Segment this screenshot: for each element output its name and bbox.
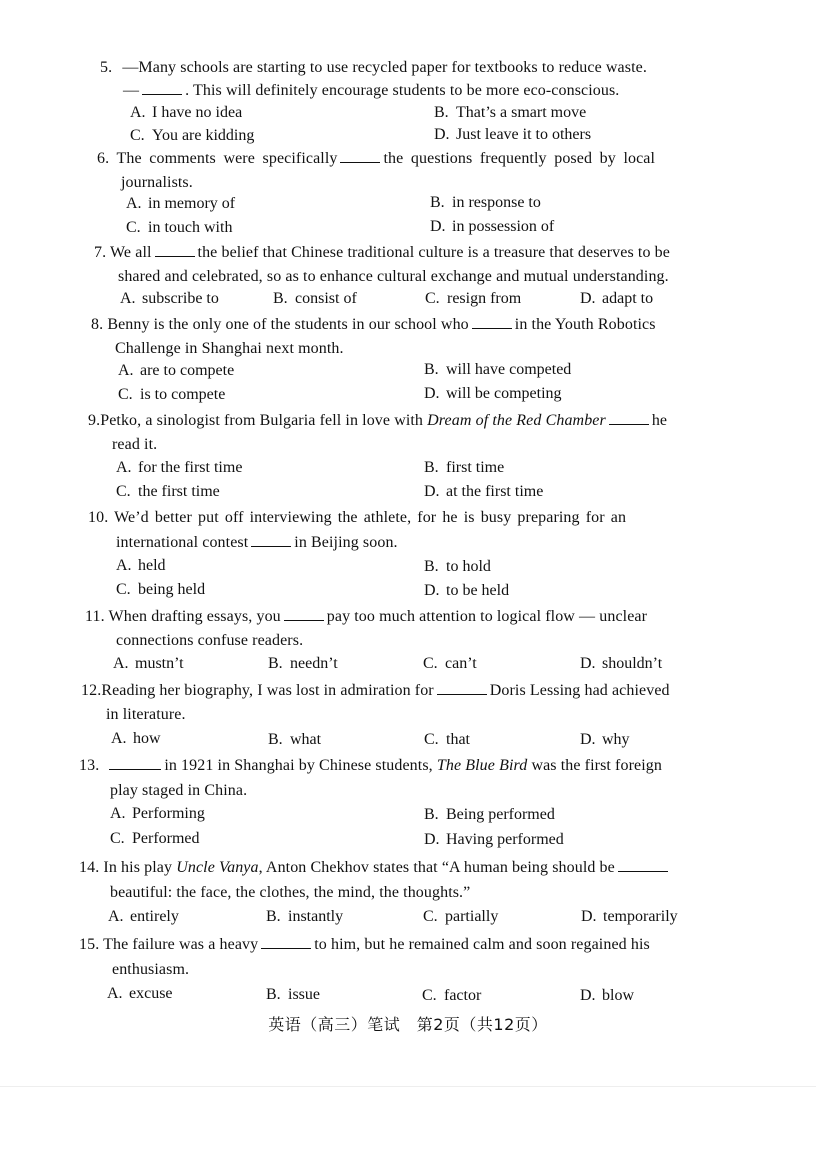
option-c: C. is to compete: [118, 386, 226, 403]
question-stem: the questions frequently posed by local: [383, 150, 656, 167]
option-c: C. can’t: [423, 655, 477, 672]
question-stem: he: [651, 412, 668, 429]
question-stem: Reading her biography, I was lost in admiration for: [101, 682, 434, 699]
question-stem: enthusiasm.: [112, 961, 190, 978]
option-d: D. blow: [580, 987, 634, 1004]
option-a: A. are to compete: [118, 362, 235, 379]
question-stem: When drafting essays, you: [108, 608, 281, 625]
option-c: C. Performed: [110, 830, 200, 847]
question-number: 9.: [88, 412, 101, 429]
question-stem: Doris Lessing had achieved: [489, 682, 670, 699]
question-number: 14.: [79, 859, 100, 876]
question-stem: international contest: [116, 534, 249, 551]
option-c: C. partially: [423, 908, 499, 925]
question-stem: —Many schools are starting to use recycled paper for textbooks to reduce waste.: [122, 59, 647, 76]
question-stem: journalists.: [121, 174, 193, 191]
option-d: D. will be competing: [424, 385, 562, 402]
option-c: C. in touch with: [126, 219, 233, 236]
option-c: C. that: [424, 731, 470, 748]
book-title: Dream of the Red Chamber: [427, 412, 606, 429]
option-c: C. You are kidding: [130, 127, 255, 144]
question-stem: We all: [110, 244, 152, 261]
option-a: A. in memory of: [126, 195, 236, 212]
question-stem: . This will definitely encourage students to be more eco-conscious.: [185, 82, 620, 99]
option-b: B. needn’t: [268, 655, 338, 672]
question-stem: beautiful: the face, the clothes, the mind, the thoughts.”: [110, 884, 471, 901]
option-a: A. held: [116, 557, 166, 574]
option-b: B. Being performed: [424, 806, 555, 823]
option-a: A. excuse: [107, 985, 173, 1002]
option-a: A. subscribe to: [120, 290, 219, 307]
option-b: B. to hold: [424, 558, 491, 575]
answer-blank: [340, 148, 380, 163]
question-stem: —: [123, 82, 140, 99]
option-b: B. will have competed: [424, 361, 572, 378]
answer-blank: [472, 314, 512, 329]
play-title: The Blue Bird: [436, 757, 528, 774]
answer-blank: [618, 857, 668, 872]
question-number: 8.: [91, 316, 104, 333]
option-d: D. Having performed: [424, 831, 564, 848]
question-stem: The comments were specifically: [116, 150, 338, 167]
option-d: D. why: [580, 731, 630, 748]
option-b: B. what: [268, 731, 322, 748]
option-d: D. Just leave it to others: [434, 126, 592, 143]
answer-blank: [251, 532, 291, 547]
question-number: 7.: [94, 244, 107, 261]
option-b: B. issue: [266, 986, 320, 1003]
option-d: D. temporarily: [581, 908, 678, 925]
question-stem: Challenge in Shanghai next month.: [115, 340, 344, 357]
question-number: 15.: [79, 936, 100, 953]
question-number: 13.: [79, 757, 100, 774]
option-d: D. at the first time: [424, 483, 544, 500]
question-stem: in the Youth Robotics: [514, 316, 656, 333]
question-number: 6.: [97, 150, 110, 167]
question-stem: Petko, a sinologist from Bulgaria fell in love with: [100, 412, 424, 429]
play-title: Uncle Vanya: [176, 859, 259, 876]
question-stem: Benny is the only one of the students in our school who: [107, 316, 469, 333]
question-stem: connections confuse readers.: [116, 632, 304, 649]
question-stem: read it.: [112, 436, 158, 453]
question-stem: the belief that Chinese traditional culture is a treasure that deserves to be: [197, 244, 670, 261]
option-d: D. to be held: [424, 582, 510, 599]
scan-edge-divider: [0, 1086, 816, 1087]
option-b: B. consist of: [273, 290, 357, 307]
option-b: B. instantly: [266, 908, 344, 925]
answer-blank: [284, 606, 324, 621]
question-number: 11.: [85, 608, 105, 625]
question-stem: in literature.: [106, 706, 186, 723]
option-a: A. Performing: [110, 805, 205, 822]
option-d: D. adapt to: [580, 290, 654, 307]
option-b: B. That’s a smart move: [434, 104, 587, 121]
question-stem: We’d better put off interviewing the athlete, for he is busy preparing for an: [114, 509, 627, 526]
question-number: 5.: [100, 59, 113, 76]
option-b: B. in response to: [430, 194, 541, 211]
answer-blank: [437, 680, 487, 695]
option-a: A. entirely: [108, 908, 179, 925]
option-c: C. factor: [422, 987, 482, 1004]
question-stem: The failure was a heavy: [103, 936, 259, 953]
answer-blank: [109, 755, 161, 770]
question-stem: In his play: [103, 859, 173, 876]
option-a: A. mustn’t: [113, 655, 184, 672]
question-stem: pay too much attention to logical flow — unclear: [326, 608, 648, 625]
option-b: B. first time: [424, 459, 505, 476]
answer-blank: [609, 410, 649, 425]
page-footer: 英语（高三）笔试 第2页（共12页）: [268, 1015, 548, 1034]
option-a: A. for the first time: [116, 459, 243, 476]
answer-blank: [155, 242, 195, 257]
question-stem: was the first foreign: [531, 757, 662, 774]
question-stem: play staged in China.: [110, 782, 248, 799]
question-number: 12.: [81, 682, 102, 699]
question-stem: , Anton Chekhov states that “A human being should be: [258, 859, 615, 876]
question-number: 10.: [88, 509, 109, 526]
answer-blank: [261, 934, 311, 949]
option-c: C. resign from: [425, 290, 522, 307]
answer-blank: [142, 80, 182, 95]
question-stem: shared and celebrated, so as to enhance cultural exchange and mutual understanding.: [118, 268, 669, 285]
option-c: C. being held: [116, 581, 206, 598]
option-d: D. shouldn’t: [580, 655, 663, 672]
question-stem: in 1921 in Shanghai by Chinese students,: [164, 757, 433, 774]
question-stem: to him, but he remained calm and soon regained his: [314, 936, 650, 953]
question-stem: in Beijing soon.: [294, 534, 398, 551]
option-c: C. the first time: [116, 483, 220, 500]
option-a: A. how: [111, 730, 161, 747]
option-d: D. in possession of: [430, 218, 555, 235]
option-a: A. I have no idea: [130, 104, 243, 121]
